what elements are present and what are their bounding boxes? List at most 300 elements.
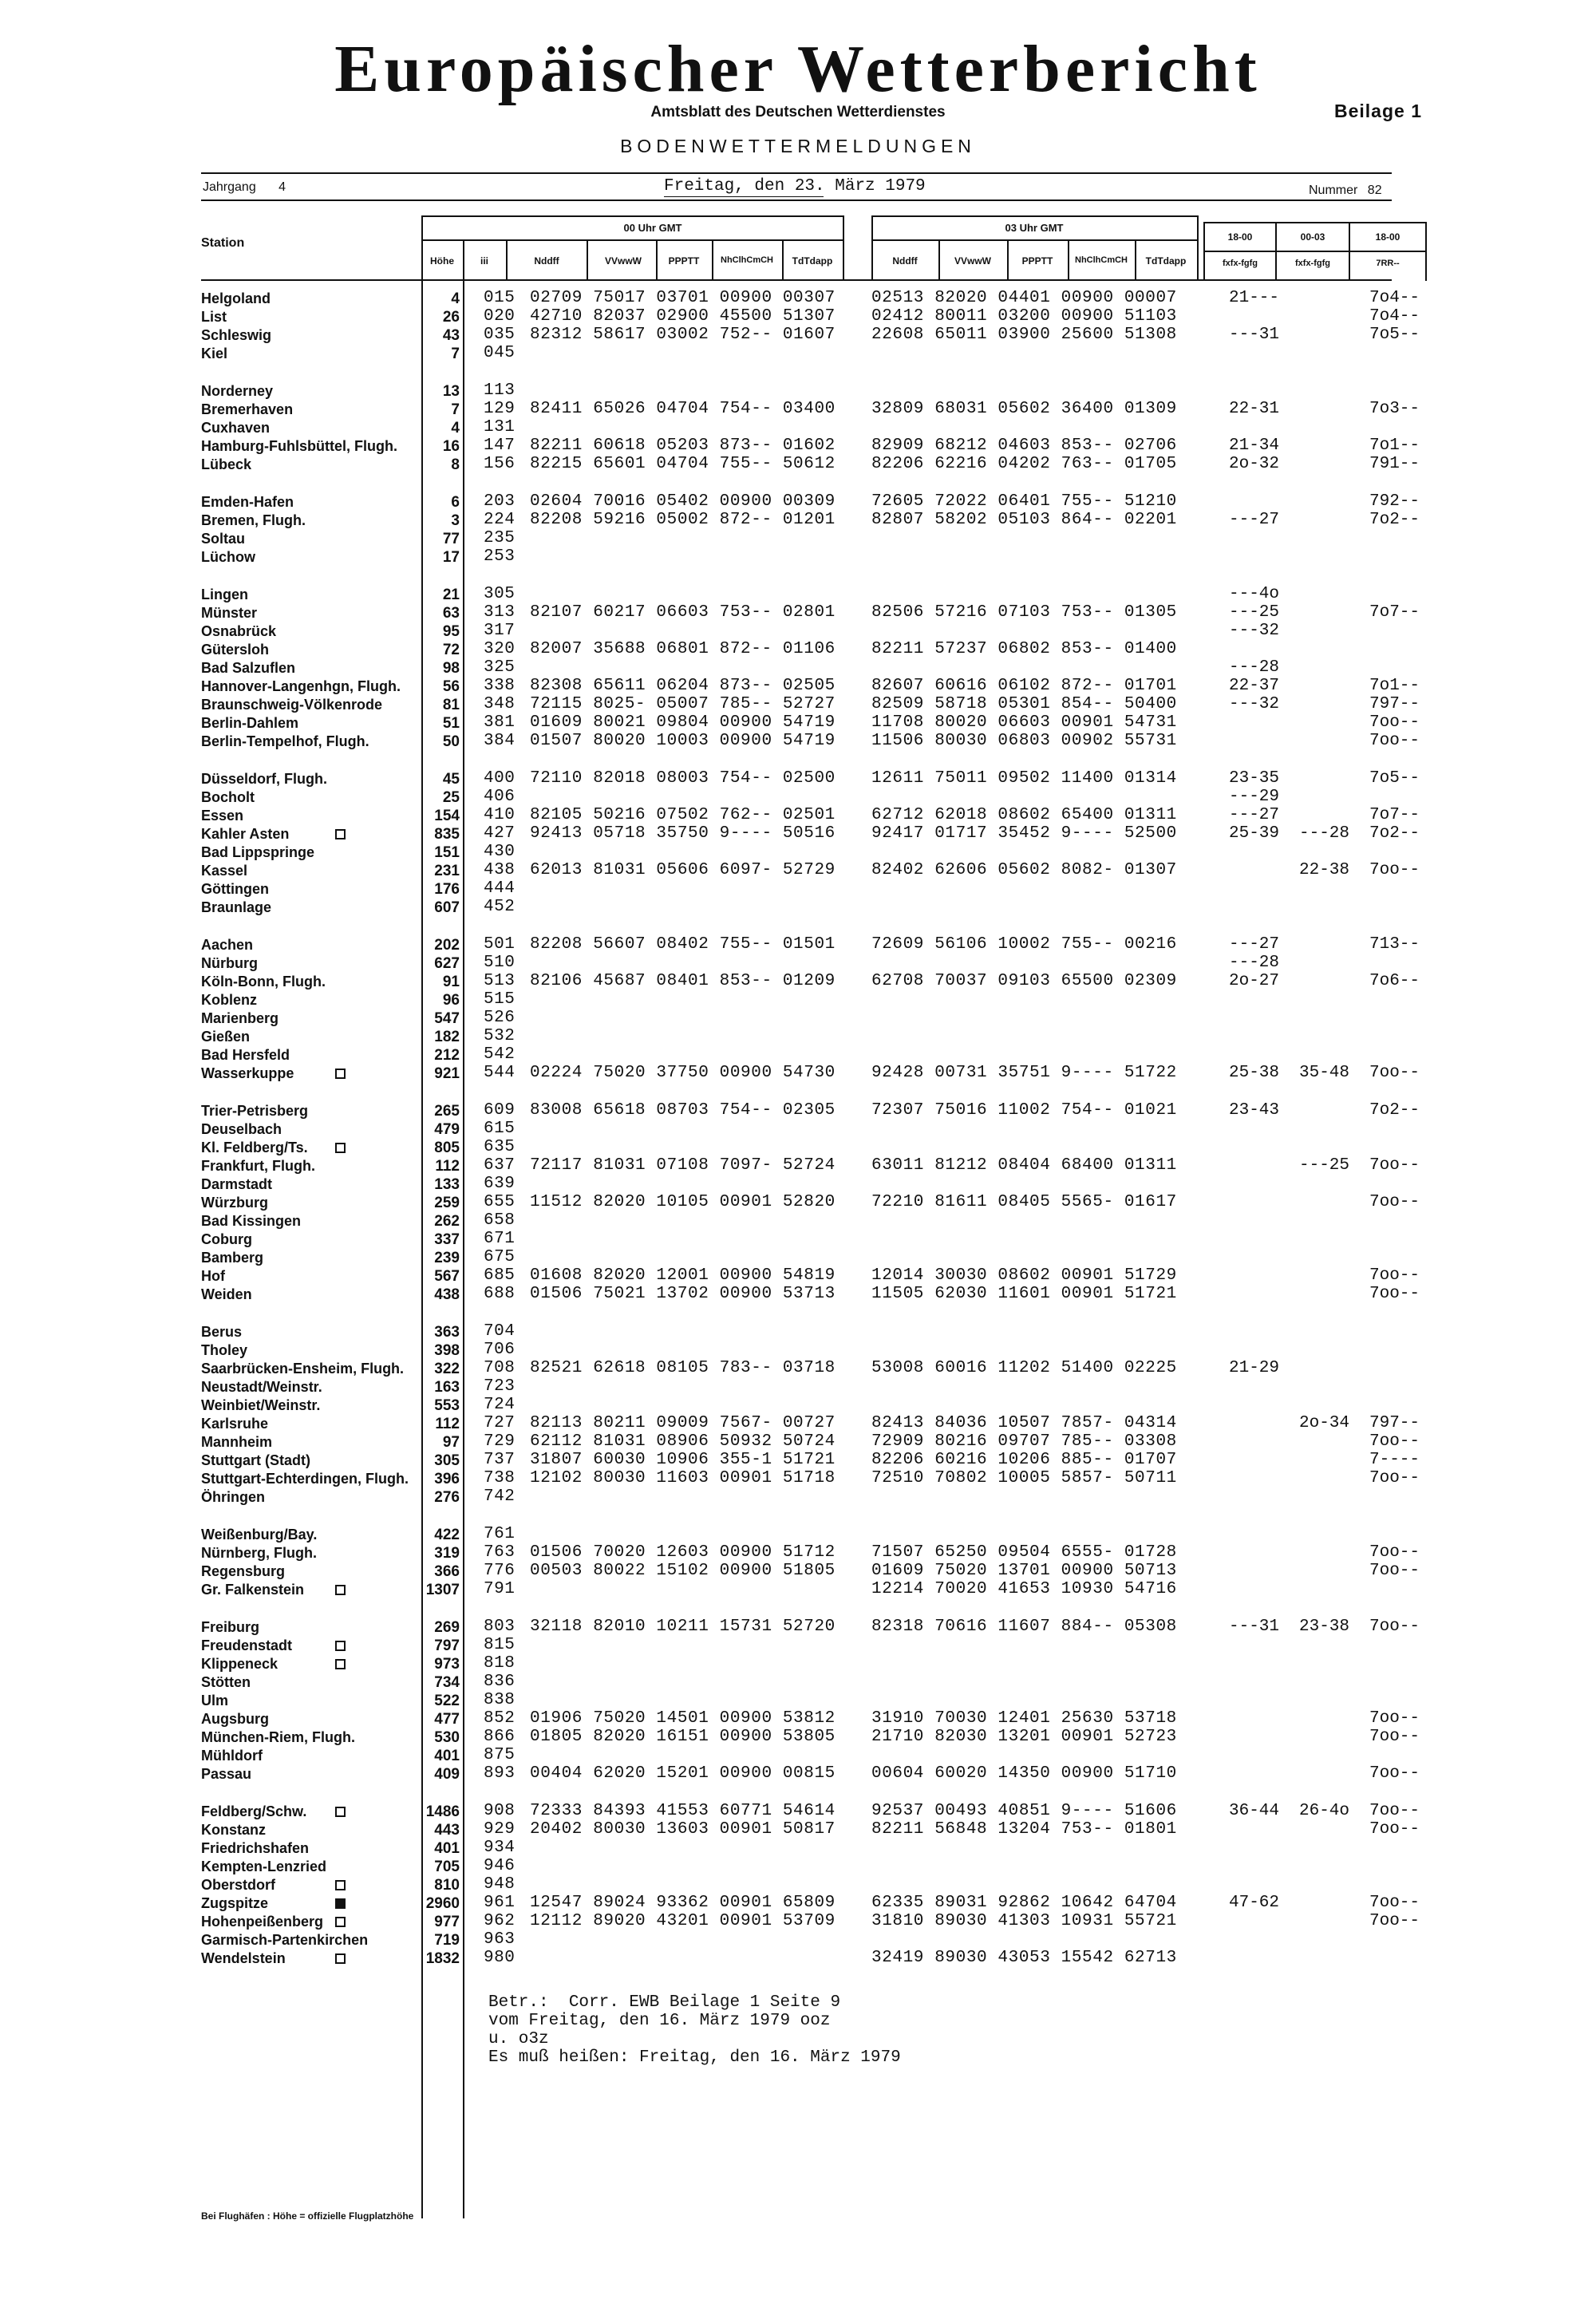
precip-18-00: 7o4--	[1369, 289, 1420, 307]
obs-03-utc: 63011 81212 08404 68400 01311	[871, 1156, 1177, 1175]
g00-h5: TdTdapp	[792, 255, 833, 267]
station-name: Stuttgart-Echterdingen, Flugh.	[201, 1471, 409, 1487]
station-number: 675	[484, 1248, 516, 1266]
station-name: Darmstadt	[201, 1176, 273, 1192]
station-height: 56	[442, 678, 460, 695]
station-height: 7	[451, 346, 460, 362]
station-name: Bad Hersfeld	[201, 1047, 290, 1063]
station-height: 547	[434, 1010, 460, 1027]
obs-00-utc: 00503 80022 15102 00900 51805	[530, 1562, 836, 1580]
station-name: Braunschweig-Völkenrode	[201, 697, 383, 713]
gmt03-top	[871, 215, 1197, 217]
gust-18-00: 47-62	[1229, 1894, 1280, 1912]
station-height: 1307	[425, 1582, 460, 1598]
iii-header: iii	[480, 255, 488, 267]
station-number: 708	[484, 1359, 516, 1377]
precip-18-00: 7oo--	[1369, 1469, 1420, 1487]
s2-header: fxfx-fgfg	[1295, 259, 1330, 268]
station-name: Aachen	[201, 937, 254, 953]
obs-03-utc: 82607 60616 06102 872-- 01701	[871, 677, 1177, 695]
station-number: 723	[484, 1377, 516, 1396]
nummer-value: 82	[1367, 184, 1382, 197]
obs-03-utc: 32419 89030 43053 15542 62713	[871, 1949, 1177, 1967]
station-number: 763	[484, 1543, 516, 1562]
station-height: 276	[434, 1489, 460, 1506]
station-number: 427	[484, 824, 516, 843]
station-number: 655	[484, 1193, 516, 1211]
station-height: 363	[434, 1324, 460, 1341]
gust-18-00: ---31	[1229, 1618, 1280, 1636]
station-name: Bad Lippspringe	[201, 844, 315, 860]
obs-00-utc: 62013 81031 05606 6097- 52729	[530, 861, 836, 879]
obs-03-utc: 62712 62018 08602 65400 01311	[871, 806, 1177, 824]
station-height: 396	[434, 1471, 460, 1487]
station-number: 727	[484, 1414, 516, 1432]
station-number: 513	[484, 972, 516, 990]
open-square-icon	[335, 1807, 346, 1817]
precip-18-00: 7oo--	[1369, 1894, 1420, 1912]
obs-00-utc: 01906 75020 14501 00900 53812	[530, 1709, 836, 1728]
gust-18-00: 23-35	[1229, 769, 1280, 788]
station-height: 43	[442, 327, 460, 344]
gmt00-sep	[423, 239, 844, 241]
obs-00-utc: 42710 82037 02900 45500 51307	[530, 307, 836, 326]
obs-00-utc: 83008 65618 08703 754-- 02305	[530, 1101, 836, 1120]
station-height: 567	[434, 1268, 460, 1285]
station-height: 3	[451, 512, 460, 529]
obs-03-utc: 82206 62216 04202 763-- 01705	[871, 455, 1177, 473]
station-number: 791	[484, 1580, 516, 1598]
obs-03-utc: 31810 89030 41303 10931 55721	[871, 1912, 1177, 1930]
station-height: 96	[442, 992, 460, 1009]
station-height: 401	[434, 1840, 460, 1857]
precip-18-00: 713--	[1369, 935, 1420, 954]
obs-03-utc: 11505 62030 11601 00901 51721	[871, 1285, 1177, 1303]
station-name: Freudenstadt	[201, 1637, 293, 1653]
station-name: Münster	[201, 605, 258, 621]
obs-00-utc: 82411 65026 04704 754-- 03400	[530, 400, 836, 418]
station-height: 977	[434, 1914, 460, 1930]
station-height: 305	[434, 1452, 460, 1469]
obs-03-utc: 82211 57237 06802 853-- 01400	[871, 640, 1177, 658]
obs-00-utc: 82312 58617 03002 752-- 01607	[530, 326, 836, 344]
station-number: 875	[484, 1746, 516, 1764]
station-height: 719	[434, 1932, 460, 1949]
station-number: 526	[484, 1009, 516, 1027]
obs-00-utc: 82208 56607 08402 755-- 01501	[530, 935, 836, 954]
obs-00-utc: 82107 60217 06603 753-- 02801	[530, 603, 836, 622]
obs-03-utc: 71507 65250 09504 6555- 01728	[871, 1543, 1177, 1562]
obs-00-utc: 92413 05718 35750 9---- 50516	[530, 824, 836, 843]
station-number: 836	[484, 1673, 516, 1691]
station-number: 035	[484, 326, 516, 344]
station-number: 348	[484, 695, 516, 713]
station-number: 685	[484, 1266, 516, 1285]
obs-03-utc: 82807 58202 05103 864-- 02201	[871, 511, 1177, 529]
precip-18-00: 7o2--	[1369, 511, 1420, 529]
precip-18-00: 7oo--	[1369, 1285, 1420, 1303]
gust-00-03: ---28	[1299, 824, 1350, 843]
precip-18-00: 7oo--	[1369, 713, 1420, 732]
station-height: 51	[442, 715, 460, 732]
hoehe-header: Höhe	[430, 255, 454, 267]
station-name: Saarbrücken-Ensheim, Flugh.	[201, 1361, 405, 1377]
precip-18-00: 791--	[1369, 455, 1420, 473]
obs-00-utc: 72110 82018 08003 754-- 02500	[530, 769, 836, 788]
r-top	[1203, 222, 1427, 223]
gust-18-00: 2o-27	[1229, 972, 1280, 990]
station-number: 381	[484, 713, 516, 732]
precip-18-00: 7----	[1369, 1451, 1420, 1469]
station-name: Kahler Asten	[201, 826, 290, 842]
station-number: 737	[484, 1451, 516, 1469]
obs-03-utc: 82318 70616 11607 884-- 05308	[871, 1618, 1177, 1636]
obs-00-utc: 82106 45687 08401 853-- 01209	[530, 972, 836, 990]
station-number: 637	[484, 1156, 516, 1175]
gust-00-03: 22-38	[1299, 861, 1350, 879]
station-number: 235	[484, 529, 516, 547]
station-name: Passau	[201, 1766, 252, 1782]
open-square-icon	[335, 1880, 346, 1890]
open-square-icon	[335, 1659, 346, 1669]
station-height: 337	[434, 1231, 460, 1248]
station-number: 510	[484, 954, 516, 972]
station-number: 706	[484, 1341, 516, 1359]
gmt03-right	[1197, 215, 1199, 281]
station-height: 154	[434, 808, 460, 824]
g03-h5: TdTdapp	[1145, 255, 1187, 267]
station-height: 26	[442, 309, 460, 326]
column-header-rule	[201, 279, 1392, 281]
station-name: Konstanz	[201, 1822, 266, 1838]
station-height: 7	[451, 401, 460, 418]
obs-00-utc: 12112 89020 43201 00901 53709	[530, 1912, 836, 1930]
station-number: 961	[484, 1894, 516, 1912]
obs-00-utc: 02709 75017 03701 00900 00307	[530, 289, 836, 307]
station-number: 704	[484, 1322, 516, 1341]
station-name: Stötten	[201, 1674, 251, 1690]
station-number: 131	[484, 418, 516, 437]
station-height: 265	[434, 1103, 460, 1120]
open-square-icon	[335, 1953, 346, 1964]
precip-18-00: 7oo--	[1369, 1709, 1420, 1728]
g03-h3: PPPTT	[1021, 255, 1053, 267]
station-height: 530	[434, 1729, 460, 1746]
station-number: 515	[484, 990, 516, 1009]
station-number: 962	[484, 1912, 516, 1930]
header-rule	[201, 199, 1392, 201]
subtitle: Amtsblatt des Deutschen Wetterdienstes	[650, 104, 946, 120]
station-name: Cuxhaven	[201, 420, 271, 436]
s3-header: 7RR--	[1376, 259, 1400, 268]
station-name: Berus	[201, 1324, 243, 1340]
station-name: Gießen	[201, 1029, 251, 1045]
obs-03-utc: 62708 70037 09103 65500 02309	[871, 972, 1177, 990]
station-number: 384	[484, 732, 516, 750]
open-square-icon	[335, 1585, 346, 1595]
obs-03-utc: 72510 70802 10005 5857- 50711	[871, 1469, 1177, 1487]
station-name: Bamberg	[201, 1250, 264, 1266]
station-name: Nürburg	[201, 955, 258, 971]
obs-03-utc: 12214 70020 41653 10930 54716	[871, 1580, 1177, 1598]
obs-00-utc: 82211 60618 05203 873-- 01602	[530, 437, 836, 455]
obs-00-utc: 01507 80020 10003 00900 54719	[530, 732, 836, 750]
obs-03-utc: 00604 60020 14350 00900 51710	[871, 1764, 1177, 1783]
station-name: Friedrichshafen	[201, 1840, 310, 1856]
gust-18-00: ---32	[1229, 622, 1280, 640]
precip-18-00: 7o7--	[1369, 806, 1420, 824]
station-height: 239	[434, 1250, 460, 1266]
station-number: 615	[484, 1120, 516, 1138]
open-square-icon	[335, 1143, 346, 1153]
station-number: 532	[484, 1027, 516, 1045]
station-height: 443	[434, 1822, 460, 1839]
obs-03-utc: 72609 56106 10002 755-- 00216	[871, 935, 1177, 954]
obs-00-utc: 20402 80030 13603 00901 50817	[530, 1820, 836, 1839]
station-height: 366	[434, 1563, 460, 1580]
precip-18-00: 7oo--	[1369, 1820, 1420, 1839]
note-line-3: u. o3z	[488, 2030, 549, 2048]
station-number: 635	[484, 1138, 516, 1156]
section-title: BODENWETTERMELDUNGEN	[620, 136, 976, 156]
precip-18-00: 7o1--	[1369, 437, 1420, 455]
station-height: 72	[442, 642, 460, 658]
station-number: 738	[484, 1469, 516, 1487]
gust-18-00: ---29	[1229, 788, 1280, 806]
precip-18-00: 797--	[1369, 695, 1420, 713]
obs-00-utc: 01609 80021 09804 00900 54719	[530, 713, 836, 732]
station-height: 112	[435, 1416, 460, 1432]
gmt03-sep	[871, 239, 1199, 241]
precip-18-00: 7oo--	[1369, 861, 1420, 879]
obs-03-utc: 11506 80030 06803 00902 55731	[871, 732, 1177, 750]
station-number: 934	[484, 1839, 516, 1857]
obs-03-utc: 82206 60216 10206 885-- 01707	[871, 1451, 1177, 1469]
gmt00-right	[843, 215, 844, 281]
station-name: Gr. Falkenstein	[201, 1582, 305, 1598]
gmt00-label: 00 Uhr GMT	[623, 222, 682, 234]
station-name: Wendelstein	[201, 1950, 286, 1966]
station-number: 671	[484, 1230, 516, 1248]
station-height: 262	[434, 1213, 460, 1230]
station-name: Bremerhaven	[201, 401, 294, 417]
station-height: 231	[434, 863, 460, 879]
station-number: 803	[484, 1618, 516, 1636]
station-height: 6	[451, 494, 460, 511]
obs-00-utc: 01506 70020 12603 00900 51712	[530, 1543, 836, 1562]
precip-18-00: 7o1--	[1369, 677, 1420, 695]
jahrgang	[203, 180, 286, 195]
station-number: 818	[484, 1654, 516, 1673]
station-number: 658	[484, 1211, 516, 1230]
top-rule	[201, 172, 1392, 174]
obs-00-utc: 82308 65611 06204 873-- 02505	[530, 677, 836, 695]
station-name: Lüchow	[201, 549, 255, 565]
station-height: 522	[434, 1693, 460, 1709]
r-mid	[1203, 251, 1427, 252]
obs-03-utc: 12014 30030 08602 00901 51729	[871, 1266, 1177, 1285]
g03-h1: Nddff	[892, 255, 918, 267]
station-number: 438	[484, 861, 516, 879]
station-name: Öhringen	[201, 1489, 265, 1505]
station-number: 410	[484, 806, 516, 824]
gmt03-label: 03 Uhr GMT	[1005, 222, 1064, 234]
precip-18-00: 797--	[1369, 1414, 1420, 1432]
station-number: 129	[484, 400, 516, 418]
station-height: 91	[442, 974, 460, 990]
page-title: Europäischer Wetterbericht	[334, 32, 1262, 106]
station-name: Bad Kissingen	[201, 1213, 302, 1229]
station-height: 553	[434, 1397, 460, 1414]
obs-03-utc: 62335 89031 92862 10642 64704	[871, 1894, 1177, 1912]
g03-h4: NhClhCmCH	[1075, 255, 1128, 265]
obs-03-utc: 82506 57216 07103 753-- 01305	[871, 603, 1177, 622]
station-number: 776	[484, 1562, 516, 1580]
precip-18-00: 7oo--	[1369, 1064, 1420, 1082]
station-height: 176	[434, 881, 460, 898]
obs-00-utc: 01805 82020 16151 00900 53805	[530, 1728, 836, 1746]
station-number: 544	[484, 1064, 516, 1082]
precip-18-00: 7oo--	[1369, 1764, 1420, 1783]
station-name: Garmisch-Partenkirchen	[201, 1932, 369, 1948]
obs-03-utc: 01609 75020 13701 00900 50713	[871, 1562, 1177, 1580]
precip-18-00: 7o2--	[1369, 824, 1420, 843]
station-name: Ulm	[201, 1693, 229, 1708]
station-name: Norderney	[201, 383, 274, 399]
note-line-2: vom Freitag, den 16. März 1979 ooz	[488, 2012, 831, 2030]
s1-header: fxfx-fgfg	[1223, 259, 1258, 268]
station-name: Helgoland	[201, 290, 271, 306]
station-number: 430	[484, 843, 516, 861]
station-height: 4	[451, 420, 460, 437]
station-height: 2960	[425, 1895, 460, 1912]
date-underline	[664, 196, 824, 197]
gust-18-00: ---32	[1229, 695, 1280, 713]
gmt00-top	[421, 215, 844, 217]
station-number: 452	[484, 898, 516, 916]
station-name: Köln-Bonn, Flugh.	[201, 974, 326, 990]
precip-18-00: 7o5--	[1369, 769, 1420, 788]
station-name: Weißenburg/Bay.	[201, 1527, 318, 1543]
station-number: 929	[484, 1820, 516, 1839]
station-number: 501	[484, 935, 516, 954]
obs-00-utc: 12102 80030 11603 00901 51718	[530, 1469, 836, 1487]
station-number: 946	[484, 1857, 516, 1875]
station-height: 98	[442, 660, 460, 677]
station-name: Augsburg	[201, 1711, 269, 1727]
precip-18-00: 7oo--	[1369, 732, 1420, 750]
obs-03-utc: 92428 00731 35751 9---- 51722	[871, 1064, 1177, 1082]
station-number: 908	[484, 1802, 516, 1820]
station-number: 639	[484, 1175, 516, 1193]
precip-18-00: 792--	[1369, 492, 1420, 511]
precip-18-00: 7o4--	[1369, 307, 1420, 326]
station-number: 338	[484, 677, 516, 695]
obs-03-utc: 02513 82020 04401 00900 00007	[871, 289, 1177, 307]
station-height: 477	[434, 1711, 460, 1728]
station-number: 224	[484, 511, 516, 529]
station-name: Bad Salzuflen	[201, 660, 296, 676]
obs-03-utc: 82413 84036 10507 7857- 04314	[871, 1414, 1177, 1432]
station-number: 609	[484, 1101, 516, 1120]
station-name: Berlin-Dahlem	[201, 715, 299, 731]
obs-00-utc: 01506 75021 13702 00900 53713	[530, 1285, 836, 1303]
gust-18-00: ---27	[1229, 806, 1280, 824]
station-height: 8	[451, 456, 460, 473]
station-number: 893	[484, 1764, 516, 1783]
station-name: Emden-Hafen	[201, 494, 294, 510]
gust-18-00: 21---	[1229, 289, 1280, 307]
obs-00-utc: 12547 89024 93362 00901 65809	[530, 1894, 836, 1912]
issue-date: Freitag, den 23. März 1979	[664, 177, 926, 196]
gust-18-00: ---31	[1229, 326, 1280, 344]
gust-18-00: 22-31	[1229, 400, 1280, 418]
station-name: Feldberg/Schw.	[201, 1803, 307, 1819]
obs-00-utc: 31807 60030 10906 355-1 51721	[530, 1451, 836, 1469]
station-name: Kempten-Lenzried	[201, 1859, 327, 1874]
obs-03-utc: 92417 01717 35452 9---- 52500	[871, 824, 1177, 843]
station-name: Bocholt	[201, 789, 255, 805]
obs-03-utc: 82509 58718 05301 854-- 50400	[871, 695, 1177, 713]
obs-00-utc: 32118 82010 10211 15731 52720	[530, 1618, 836, 1636]
station-height: 4	[451, 290, 460, 307]
station-name: Essen	[201, 808, 244, 824]
station-number: 444	[484, 879, 516, 898]
r2-header: 00-03	[1300, 231, 1325, 243]
obs-00-utc: 02604 70016 05402 00900 00309	[530, 492, 836, 511]
gust-18-00: 23-43	[1229, 1101, 1280, 1120]
station-name: Koblenz	[201, 992, 257, 1008]
station-height: 322	[434, 1361, 460, 1377]
station-name: Soltau	[201, 531, 246, 547]
gust-18-00: 25-38	[1229, 1064, 1280, 1082]
g00-h1: Nddff	[534, 255, 559, 267]
station-number: 400	[484, 769, 516, 788]
obs-00-utc: 11512 82020 10105 00901 52820	[530, 1193, 836, 1211]
station-height: 16	[442, 438, 460, 455]
station-name: Hof	[201, 1268, 225, 1284]
station-height: 81	[442, 697, 460, 713]
station-height: 269	[434, 1619, 460, 1636]
g03-h2: VVwwW	[954, 255, 991, 267]
gust-18-00: 2o-32	[1229, 455, 1280, 473]
gust-18-00: ---27	[1229, 935, 1280, 954]
gust-18-00: 21-34	[1229, 437, 1280, 455]
station-name: Berlin-Tempelhof, Flugh.	[201, 733, 369, 749]
precip-18-00: 7oo--	[1369, 1802, 1420, 1820]
station-number: 838	[484, 1691, 516, 1709]
station-height: 627	[434, 955, 460, 972]
station-height: 182	[434, 1029, 460, 1045]
station-number: 313	[484, 603, 516, 622]
station-height: 202	[434, 937, 460, 954]
obs-03-utc: 72605 72022 06401 755-- 51210	[871, 492, 1177, 511]
jahrgang-value: 4	[279, 180, 286, 194]
station-number: 015	[484, 289, 516, 307]
obs-00-utc: 62112 81031 08906 50932 50724	[530, 1432, 836, 1451]
station-number: 156	[484, 455, 516, 473]
station-height: 479	[434, 1121, 460, 1138]
station-height: 50	[442, 733, 460, 750]
station-height: 151	[434, 844, 460, 861]
obs-00-utc: 82215 65601 04704 755-- 50612	[530, 455, 836, 473]
station-number: 320	[484, 640, 516, 658]
precip-18-00: 7o7--	[1369, 603, 1420, 622]
station-name: Karlsruhe	[201, 1416, 269, 1432]
station-name: Hannover-Langenhgn, Flugh.	[201, 678, 401, 694]
station-height: 163	[434, 1379, 460, 1396]
station-name: Nürnberg, Flugh.	[201, 1545, 317, 1561]
